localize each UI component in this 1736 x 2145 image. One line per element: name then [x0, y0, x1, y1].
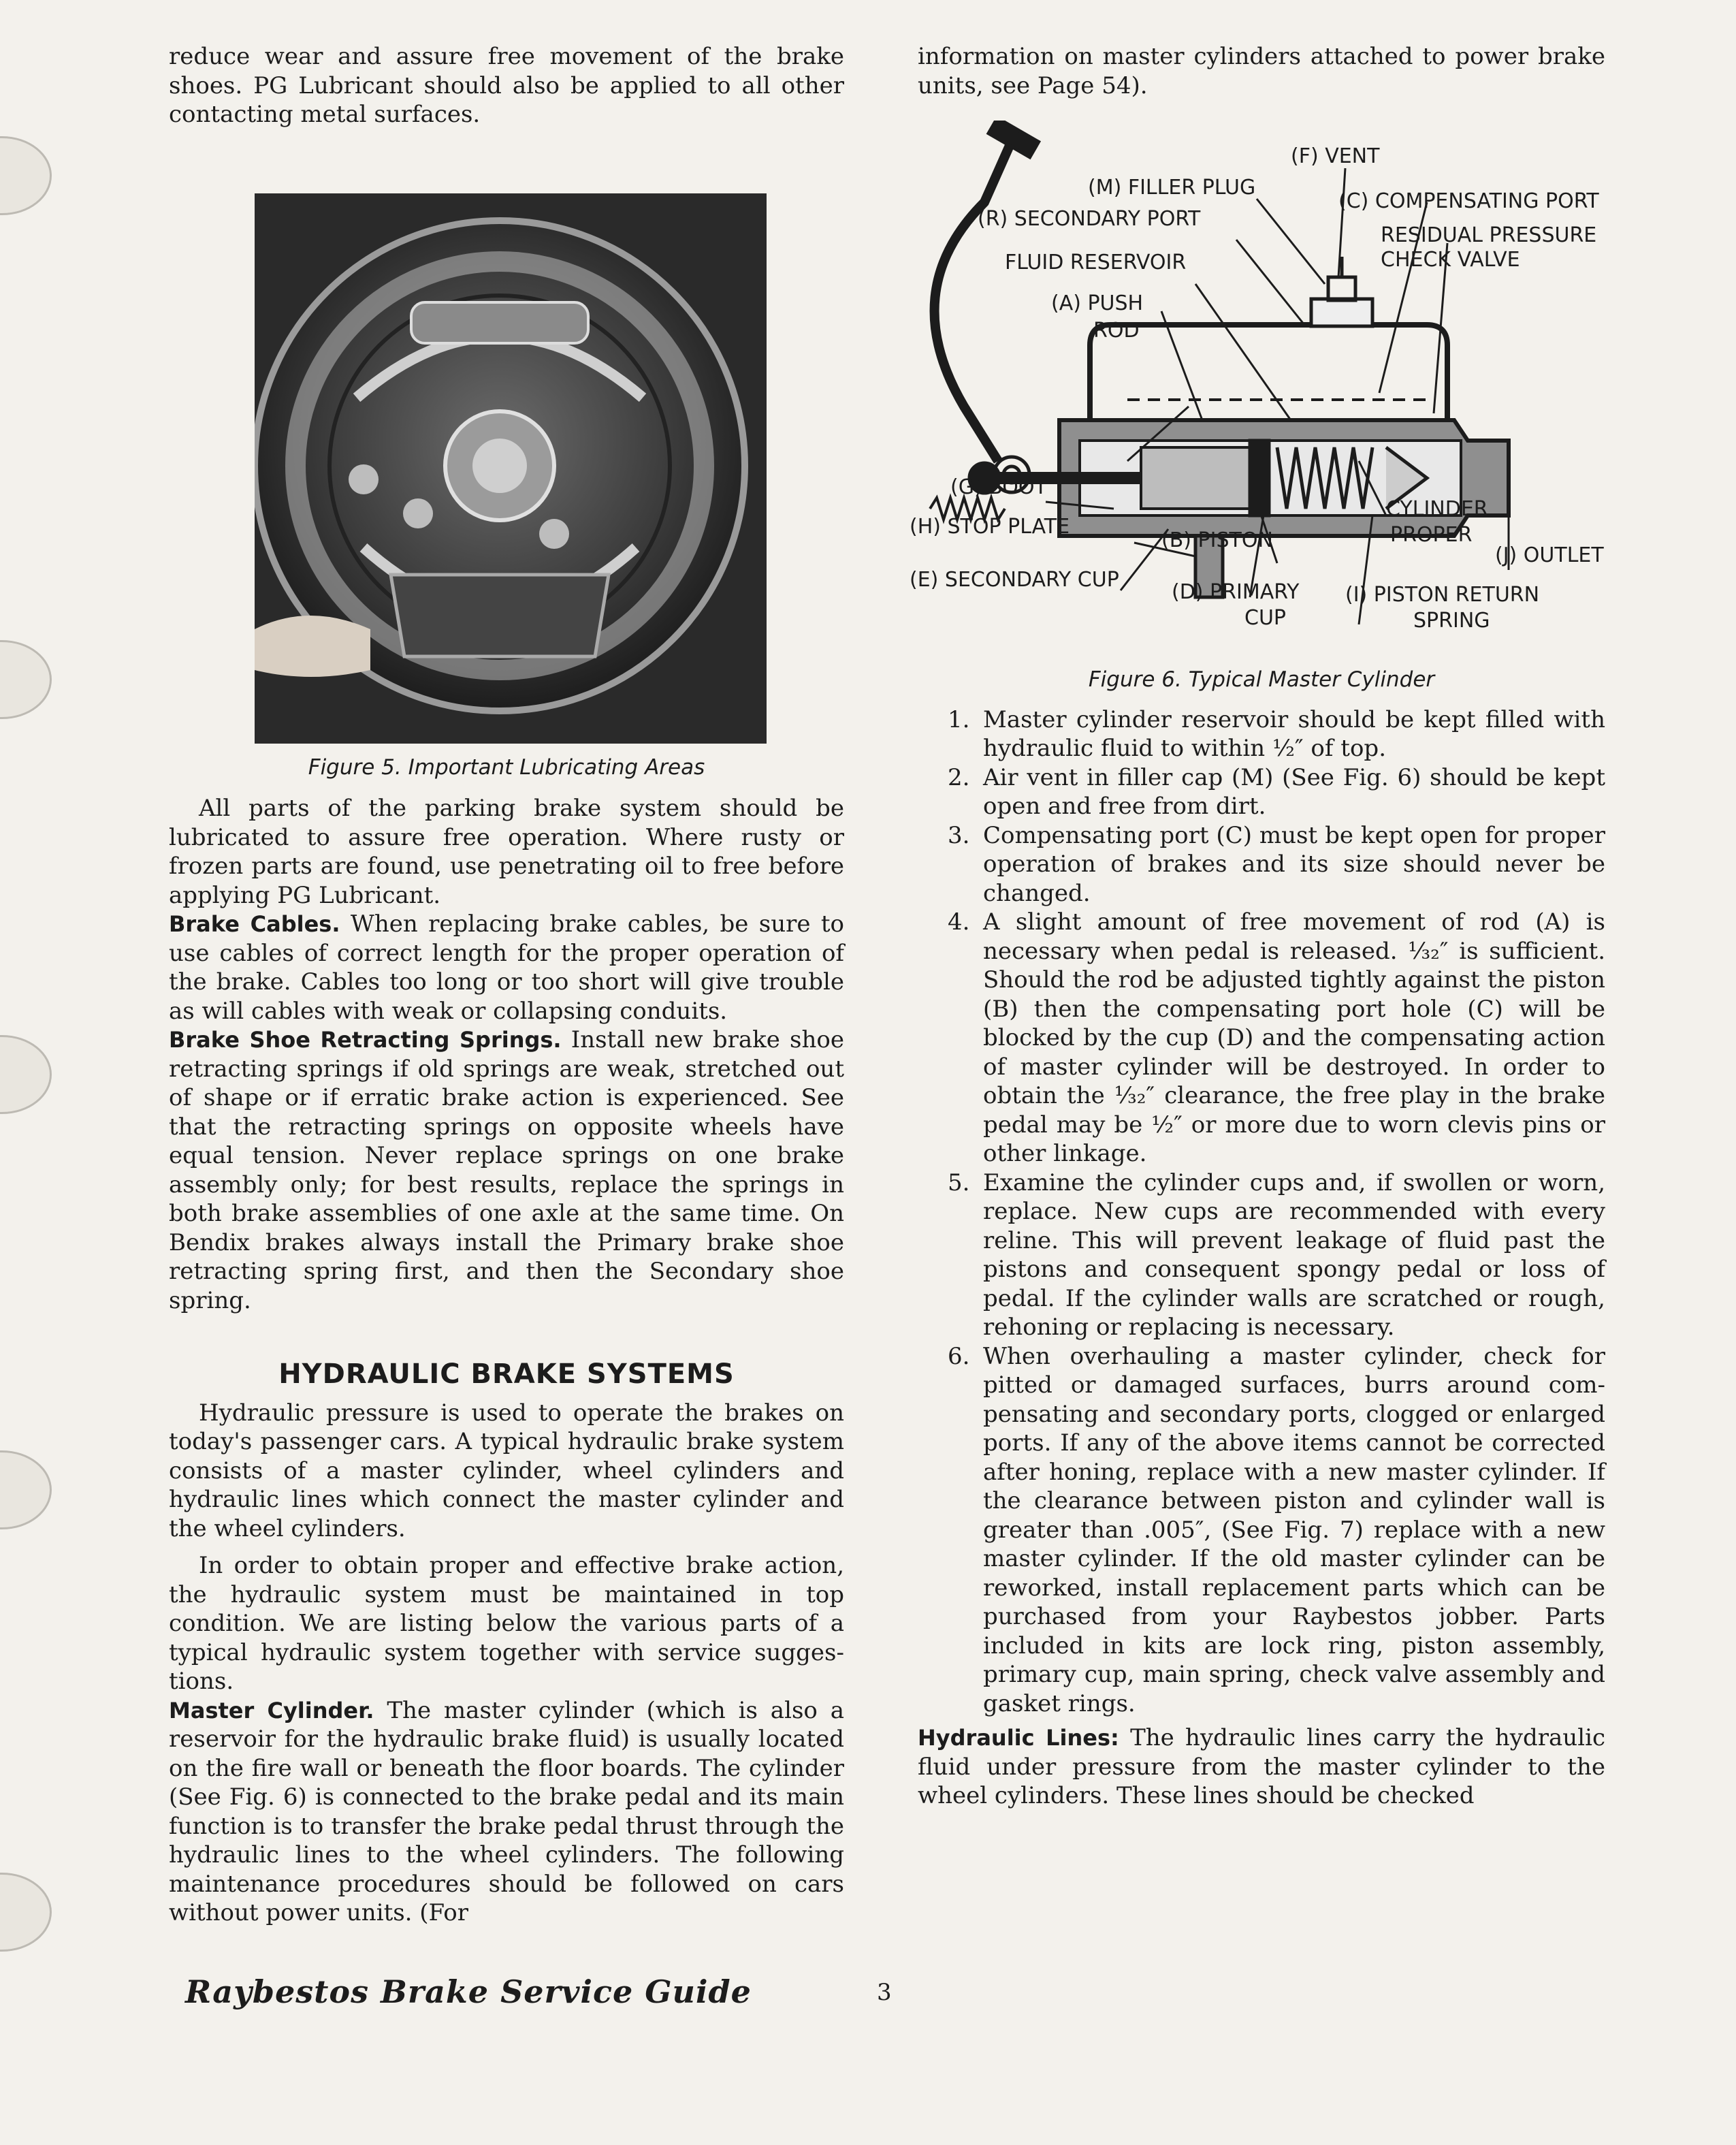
label-push-rod-2: ROD — [1093, 319, 1140, 343]
master-cylinder-heading: Master Cylinder. — [169, 1697, 374, 1723]
label-compensating-port: (C) COMPENSATING PORT — [1338, 189, 1599, 213]
right-column — [910, 42, 1605, 1811]
intro-paragraph: reduce wear and assure free movement of the brake shoes. PG Lubricant should also be applied to all other contacting metal surfaces. — [169, 43, 844, 128]
hydraulic-lines-heading: Hydraulic Lines: — [918, 1725, 1119, 1751]
list-item: 1. Master cylinder reservoir should be kept filled with hydraulic fluid to within ½″ of top. — [948, 705, 1605, 762]
list-item: 2. Air vent in filler cap (M) (See Fig. 6) should be kept open and free from dirt. — [948, 763, 1605, 820]
master-cylinder-paragraph — [169, 1696, 844, 1928]
power-brake-info-paragraph: information on master cylinders attached to power brake units, see Page 54). — [918, 43, 1605, 99]
maintenance-list — [918, 705, 1605, 1719]
hydraulic-lines-paragraph — [918, 1723, 1605, 1811]
parking-brake-paragraph: All parts of the parking brake system should be lubricated to assure free operation. Where rusty or frozen parts are found, use penetrating oil to free before applying PG Lubricant. — [169, 795, 844, 909]
figure-5-caption: Figure 5. Important Lubricating Areas — [308, 754, 705, 780]
list-item: 5. Examine the cylinder cups and, if swollen or worn, replace. New cups are recommended with every reline. This will prevent leakage of fluid past the pistons and consequent spongy pedal or loss of pedal. If the cylinder walls are scratched or rough, rehoning or replacing is necessary. — [948, 1169, 1605, 1341]
master-cylinder-text: The master cylinder (which is also a reservoir for the hydraulic brake fluid) is usually located on the fire wall or beneath the floor boards. The cylinder (See Fig. 6) is connected to the brake pedal and its main function is to transfer the brake pedal thrust through the hydraulic lines to the wheel cylinders. The following maintenance procedures should be followed on cars without power units. (For — [169, 1696, 844, 1926]
label-secondary-port: (R) SECONDARY PORT — [978, 207, 1201, 231]
label-check-valve: CHECK VALVE — [1381, 248, 1520, 272]
list-item: 3. Compensating port (C) must be kept open for proper operation of brakes and its size should never be changed. — [948, 821, 1605, 907]
label-filler-plug: (M) FILLER PLUG — [1088, 176, 1256, 200]
label-cylinder-proper: CYLINDER — [1386, 497, 1488, 521]
figure-6-caption: Figure 6. Typical Master Cylinder — [1088, 667, 1435, 692]
binder-hole — [0, 640, 52, 719]
label-piston: (B) PISTON — [1161, 528, 1273, 552]
hydraulic-maintenance-paragraph: In order to obtain proper and effective brake action, the hydraulic system must be maintained in top condition. We are listing below the various parts of a typical hydraulic system together with service suggestions. — [169, 1552, 844, 1695]
label-boot: (G) BOOT — [950, 475, 1047, 499]
brake-cables-heading: Brake Cables. — [169, 911, 340, 937]
label-primary-cup-2: CUP — [1244, 606, 1286, 630]
label-fluid-reservoir: FLUID RESERVOIR — [1005, 251, 1187, 274]
brake-cables-text: When replacing brake cables, be sure to use cables of correct length for the proper operation of the brake. Cables too long or too short will give trouble as will cables with weak or collapsing conduits. — [169, 910, 844, 1025]
hydraulic-systems-heading: HYDRAULIC BRAKE SYSTEMS — [278, 1358, 735, 1390]
list-item: 6. When overhauling a master cylinder, check for pitted or damaged surfaces, burrs around compensating and secondary ports, clogged or enlarged ports. If any of the above items cannot be corrected after honing, replace with a new master cylinder. If the clearance between piston and cylinder wall is greater than .005″, (See Fig. 7) replace with a new master cylinder. If the old master cylinder can be reworked, install replacement parts which can be purchased from your Raybestos jobber. Parts included in kits are lock ring, piston assembly, primary cup, main spring, check valve assembly and gasket rings. — [948, 1342, 1605, 1717]
label-stop-plate: (H) STOP PLATE — [910, 515, 1070, 539]
raybestos-logo: Raybestos Brake Service Guide — [185, 1973, 752, 2010]
hydraulic-intro-paragraph: Hydraulic pressure is used to operate the brakes on today's passenger cars. A typical hydraulic brake system consists of a master cylinder, wheel cylinders and hydraulic lines which connect the master cylinder and the wheel cylinders. — [169, 1399, 844, 1542]
page-number: 3 — [877, 1979, 892, 2006]
binder-hole — [0, 136, 52, 215]
brake-cables-paragraph — [169, 910, 844, 1026]
label-return-spring: (I) PISTON RETURN — [1345, 583, 1540, 607]
label-vent: (F) VENT — [1291, 144, 1380, 168]
list-item: 4. A slight amount of free movement of rod (A) is necessary when pedal is released. ¹⁄₃₂″ is sufficient. Should the rod be adjusted tightly against the piston (B) then the compensating port hole (C) will be blocked by the cup (D) and the compensating action of master cylinder will be destroyed. In order to obtain the ¹⁄₃₂″ clearance, the free play in the brake pedal may be ½″ or more due to worn clevis pins or other linkage. — [948, 908, 1605, 1167]
hydraulic-lines-text: The hydraulic lines carry the hydraulic fluid under pressure from the master cylinder to the wheel cylinders. These lines should be checked — [918, 1724, 1605, 1809]
label-return-spring-2: SPRING — [1413, 609, 1490, 633]
retracting-springs-heading: Brake Shoe Retracting Springs. — [169, 1027, 562, 1053]
label-residual-pressure: RESIDUAL PRESSURE — [1381, 223, 1597, 247]
label-outlet: (J) OUTLET — [1495, 543, 1604, 567]
figure-5-photo — [255, 193, 767, 744]
label-primary-cup: (D) PRIMARY — [1172, 580, 1300, 604]
label-push-rod: (A) PUSH — [1051, 291, 1144, 315]
binder-hole — [0, 1450, 52, 1529]
label-secondary-cup: (E) SECONDARY CUP — [910, 568, 1119, 592]
figure-6-master-cylinder-diagram — [910, 121, 1618, 665]
retracting-springs-text: Install new brake shoe retracting springs if old springs are weak, stretched out of shape or if erratic brake action is experienced. See that the retracting springs on opposite wheels have equal tension. Never replace springs on one brake assembly only; for best results, replace the springs in both brake assemblies of one axle at the same time. On Bendix brakes always install the Primary brake shoe retracting spring first, and then the Secondary shoe spring. — [169, 1026, 844, 1314]
binder-hole — [0, 1035, 52, 1114]
binder-hole — [0, 1873, 52, 1952]
label-cylinder-proper-2: PROPER — [1390, 523, 1473, 547]
retracting-springs-paragraph — [169, 1026, 844, 1315]
left-column — [169, 42, 844, 1928]
